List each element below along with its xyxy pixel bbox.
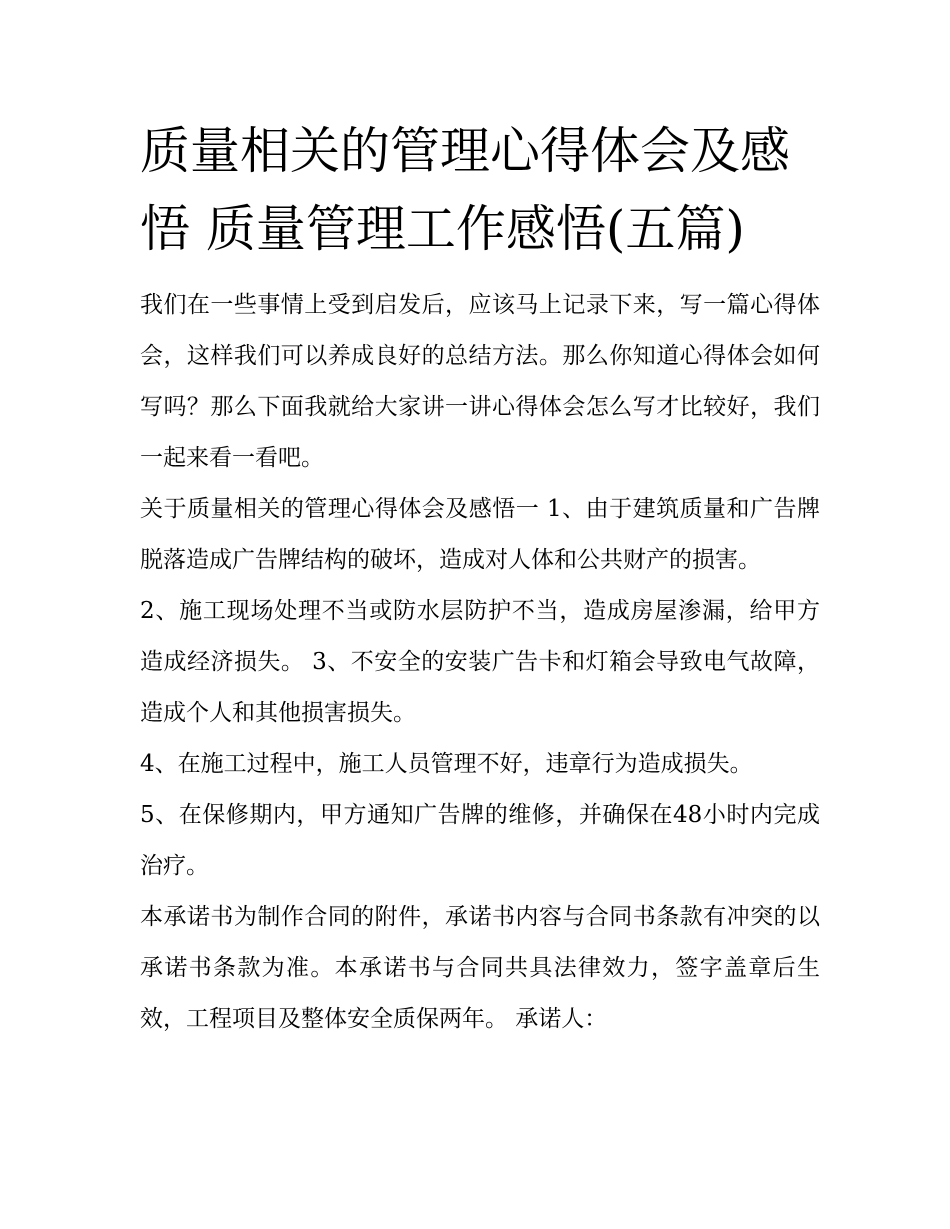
paragraph-item-2-3: 2、施工现场处理不当或防水层防护不当，造成房屋渗漏，给甲方造成经济损失。 3、不安全的安装广告卡和灯箱会导致电气故障，造成个人和其他损害损失。 [140, 598, 820, 726]
paragraph-commitment: 本承诺书为制作合同的附件，承诺书内容与合同书条款有冲突的以承诺书条款为准。本承诺书与合同共具法律效力，签字盖章后生效，工程项目及整体安全质保两年。 承诺人： [140, 904, 820, 1032]
paragraph-item-5: 5、在保修期内，甲方通知广告牌的维修，并确保在48小时内完成治疗。 [140, 802, 820, 879]
document-body [140, 112, 820, 1045]
paragraph-item-4: 4、在施工过程中，施工人员管理不好，违章行为造成损失。 [140, 751, 753, 777]
document-title: 质量相关的管理心得体会及感悟 质量管理工作感悟(五篇) [140, 122, 790, 258]
paragraph-intro: 我们在一些事情上受到启发后，应该马上记录下来，写一篇心得体会，这样我们可以养成良好的总结方法。那么你知道心得体会如何写吗？那么下面我就给大家讲一讲心得体会怎么写才比较好，我们一起来看一看吧。 [140, 292, 820, 471]
paragraph-item-1: 关于质量相关的管理心得体会及感悟一 1、由于建筑质量和广告牌脱落造成广告牌结构的破坏，造成对人体和公共财产的损害。 [140, 496, 820, 573]
